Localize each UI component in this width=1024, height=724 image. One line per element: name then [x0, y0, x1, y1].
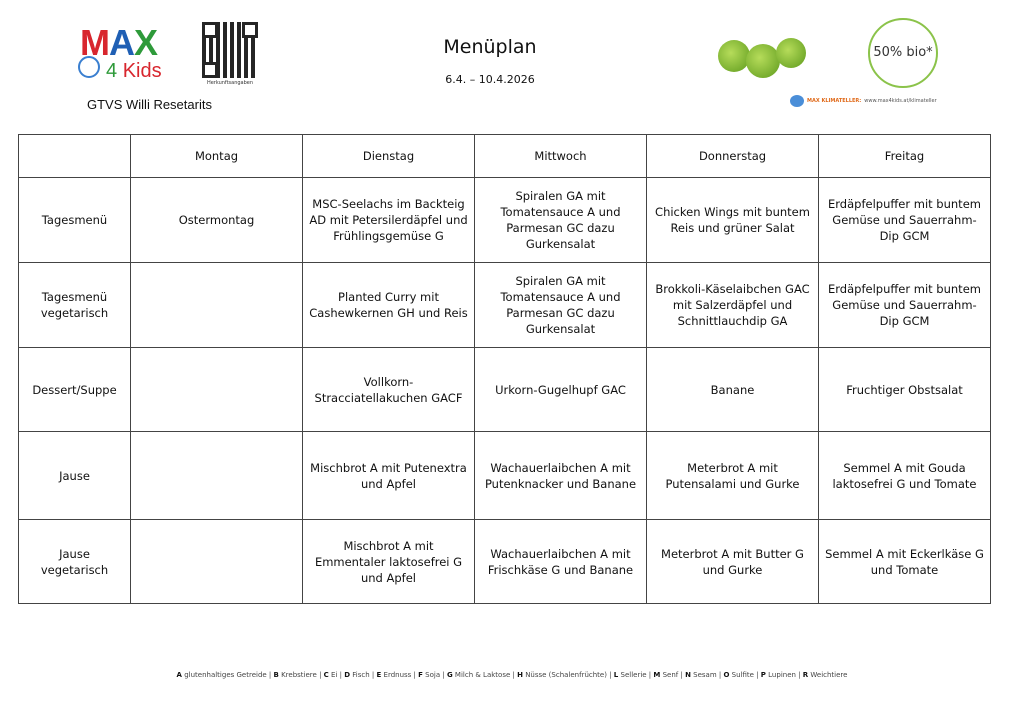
allergen-code: A	[176, 671, 182, 679]
table-row	[19, 432, 991, 520]
allergen-name: Sellerie	[620, 671, 647, 679]
row-label: Dessert/Suppe	[19, 348, 131, 432]
allergen-code: R	[802, 671, 809, 679]
max4kids-logo	[78, 22, 178, 86]
logo-max: MAX	[80, 22, 158, 63]
allergen-item	[376, 671, 411, 679]
allergen-item	[177, 671, 267, 679]
logo-kids: 4 Kids	[106, 60, 162, 82]
allergen-item	[614, 671, 647, 679]
allergen-name: Soja	[425, 671, 441, 679]
menu-cell: Meterbrot A mit Putensalami und Gurke	[647, 432, 819, 520]
corner-cell	[19, 135, 131, 178]
menu-cell: Erdäpfelpuffer mit buntem Gemüse und Sauerrahm-Dip GCM	[819, 263, 991, 348]
table-row	[19, 263, 991, 348]
row-label: Jause	[19, 432, 131, 520]
menu-cell: MSC-Seelachs im Backteig AD mit Petersilerdäpfel und Frühlingsgemüse G	[303, 178, 475, 263]
day-header: Freitag	[819, 135, 991, 178]
allergen-name: Lupinen	[768, 671, 796, 679]
allergen-code: P	[760, 671, 766, 679]
menu-cell: Semmel A mit Gouda laktosefrei G und Tomate	[819, 432, 991, 520]
menu-cell: Meterbrot A mit Butter G und Gurke	[647, 520, 819, 604]
allergen-name: glutenhaltiges Getreide	[184, 671, 267, 679]
qr-label: Herkunftsangaben	[206, 80, 254, 86]
menu-cell: Urkorn-Gugelhupf GAC	[475, 348, 647, 432]
menu-cell: Semmel A mit Eckerlkäse G und Tomate	[819, 520, 991, 604]
allergen-code: C	[323, 671, 329, 679]
allergen-item	[803, 671, 848, 679]
allergen-code: M	[653, 671, 661, 679]
allergen-code: F	[418, 671, 423, 679]
qr-code[interactable]	[202, 22, 258, 78]
allergen-item	[447, 671, 510, 679]
bio-badge-text: 50% bio*	[873, 45, 933, 60]
allergen-code: D	[344, 671, 351, 679]
allergen-code: E	[376, 671, 382, 679]
allergen-name: Sulfite	[731, 671, 754, 679]
row-label: Jause vegetarisch	[19, 520, 131, 604]
allergen-name: Sesam	[693, 671, 717, 679]
allergen-name: Erdnuss	[383, 671, 412, 679]
table-row	[19, 178, 991, 263]
allergen-item	[324, 671, 338, 679]
day-header: Mittwoch	[475, 135, 647, 178]
klimateller-banner	[790, 95, 937, 107]
row-label: Tagesmenü vegetarisch	[19, 263, 131, 348]
menu-cell: Wachauerlaibchen A mit Frischkäse G und Banane	[475, 520, 647, 604]
menu-cell: Spiralen GA mit Tomatensauce A und Parmesan GC dazu Gurkensalat	[475, 178, 647, 263]
menu-cell: Banane	[647, 348, 819, 432]
table-row	[19, 520, 991, 604]
day-header: Montag	[131, 135, 303, 178]
allergen-item	[517, 671, 607, 679]
allergen-item	[344, 671, 369, 679]
allergen-name: Senf	[662, 671, 679, 679]
table-row	[19, 348, 991, 432]
allergen-code: N	[685, 671, 691, 679]
brussels-sprouts-image	[718, 38, 808, 78]
globe-icon	[790, 95, 804, 107]
menu-cell: Chicken Wings mit buntem Reis und grüner Salat	[647, 178, 819, 263]
allergen-name: Milch & Laktose	[454, 671, 511, 679]
school-name: GTVS Willi Resetarits	[87, 97, 212, 112]
menu-cell: Mischbrot A mit Putenextra und Apfel	[303, 432, 475, 520]
allergen-item	[685, 671, 717, 679]
menu-cell: Vollkorn-Stracciatellakuchen GACF	[303, 348, 475, 432]
menu-cell	[131, 520, 303, 604]
menu-cell	[131, 263, 303, 348]
menu-cell: Mischbrot A mit Emmentaler laktosefrei G und Apfel	[303, 520, 475, 604]
date-range: 6.4. – 10.4.2026	[445, 73, 535, 86]
bio-badge	[868, 18, 938, 88]
allergen-name: Ei	[331, 671, 338, 679]
page-title: Menüplan	[443, 36, 537, 58]
klimateller-url: www.max4kids.at/klimateller	[864, 98, 937, 104]
menu-table	[18, 134, 991, 604]
klimateller-label: MAX KLIMATELLER:	[807, 98, 862, 104]
allergen-item	[418, 671, 440, 679]
menu-cell	[131, 348, 303, 432]
menu-cell: Spiralen GA mit Tomatensauce A und Parmesan GC dazu Gurkensalat	[475, 263, 647, 348]
allergen-item	[274, 671, 317, 679]
allergen-code: O	[723, 671, 730, 679]
allergen-name: Nüsse (Schalenfrüchte)	[525, 671, 607, 679]
menu-cell: Erdäpfelpuffer mit buntem Gemüse und Sauerrahm-Dip GCM	[819, 178, 991, 263]
menu-cell: Planted Curry mit Cashewkernen GH und Reis	[303, 263, 475, 348]
menu-cell	[131, 432, 303, 520]
menu-cell: Ostermontag	[131, 178, 303, 263]
row-label: Tagesmenü	[19, 178, 131, 263]
menu-cell: Fruchtiger Obstsalat	[819, 348, 991, 432]
menu-cell: Wachauerlaibchen A mit Putenknacker und Banane	[475, 432, 647, 520]
allergen-code: L	[613, 671, 619, 679]
allergen-legend: A glutenhaltiges Getreide | B Krebstiere | C Ei | D Fisch | E Erdnuss | F Soja | G Milch & Laktose | H Nüsse (Schalenfrüchte) | L Sellerie | M Senf | N Sesam | O Sulfite | P Lupinen | R Weichtiere	[176, 671, 848, 679]
allergen-name: Krebstiere	[281, 671, 317, 679]
allergen-item	[761, 671, 796, 679]
allergen-item	[723, 671, 753, 679]
allergen-name: Fisch	[352, 671, 370, 679]
day-header: Dienstag	[303, 135, 475, 178]
allergen-code: H	[517, 671, 523, 679]
menu-cell: Brokkoli-Käselaibchen GAC mit Salzerdäpfel und Schnittlauchdip GA	[647, 263, 819, 348]
allergen-item	[653, 671, 678, 679]
allergen-code: B	[273, 671, 279, 679]
allergen-code: G	[446, 671, 453, 679]
allergen-name: Weichtiere	[810, 671, 848, 679]
day-header: Donnerstag	[647, 135, 819, 178]
header-row	[19, 135, 991, 178]
